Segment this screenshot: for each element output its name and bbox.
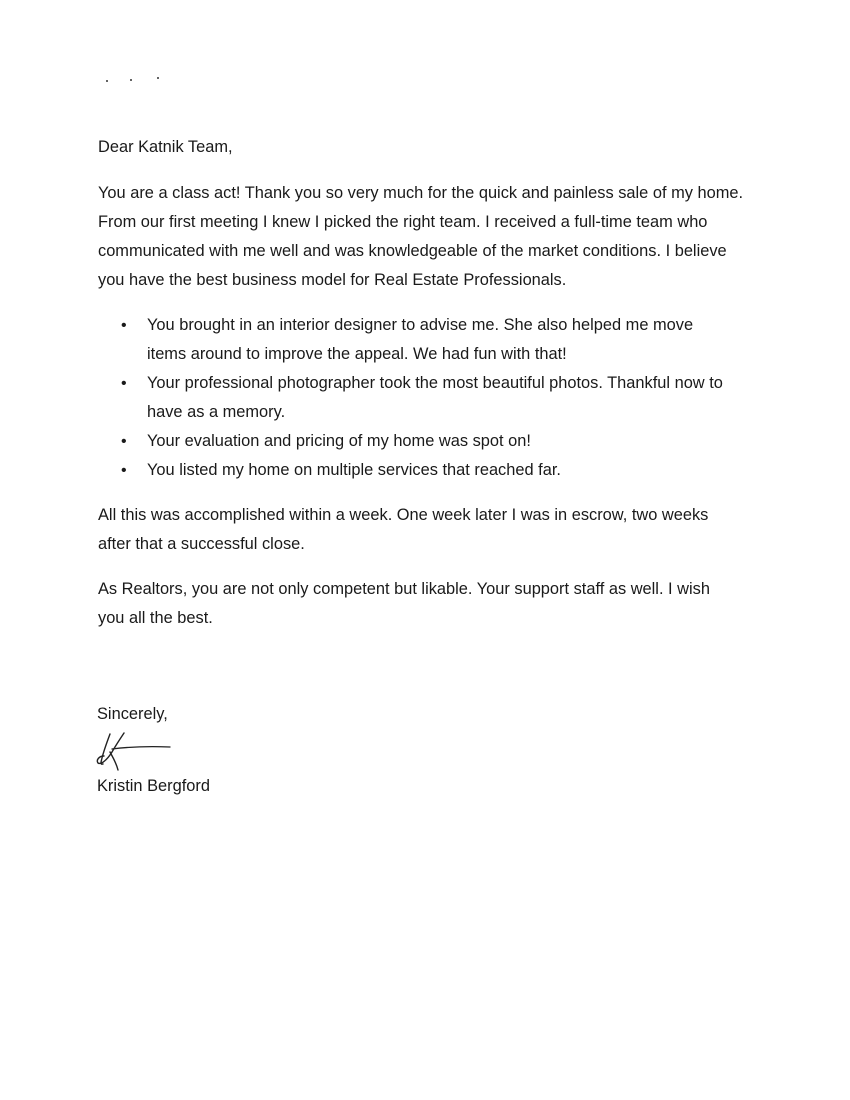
bullet-item: • You listed my home on multiple services that reached far. (98, 456, 758, 485)
bullet-list (98, 311, 758, 485)
bullet-item: • You brought in an interior designer to advise me. She also helped me move items around to improve the appeal. We had fun with that! (98, 311, 707, 369)
bullet-item: • Your evaluation and pricing of my home was spot on! (98, 427, 758, 456)
handwritten-signature (94, 728, 176, 774)
signer-name: Kristin Bergford (97, 777, 210, 795)
paragraph-3: As Realtors, you are not only competent but likable. Your support staff as well. I wish you all the best. (98, 580, 710, 627)
closing: Sincerely, (97, 705, 168, 723)
paragraph-1: You are a class act! Thank you so very much for the quick and painless sale of my home. From our first meeting I knew I picked the right team. I received a full-time team who communicated with me well and was knowledgeable of the market conditions. I believe you have the best business model for Real Estate Professionals. (98, 184, 744, 289)
bullet-item: • Your professional photographer took the most beautiful photos. Thankful now to have as a memory. (98, 369, 747, 427)
letter-body (98, 133, 758, 649)
scan-specks (106, 76, 166, 84)
salutation: Dear Katnik Team, (98, 138, 233, 156)
paragraph-2: All this was accomplished within a week. One week later I was in escrow, two weeks after that a successful close. (98, 506, 709, 553)
